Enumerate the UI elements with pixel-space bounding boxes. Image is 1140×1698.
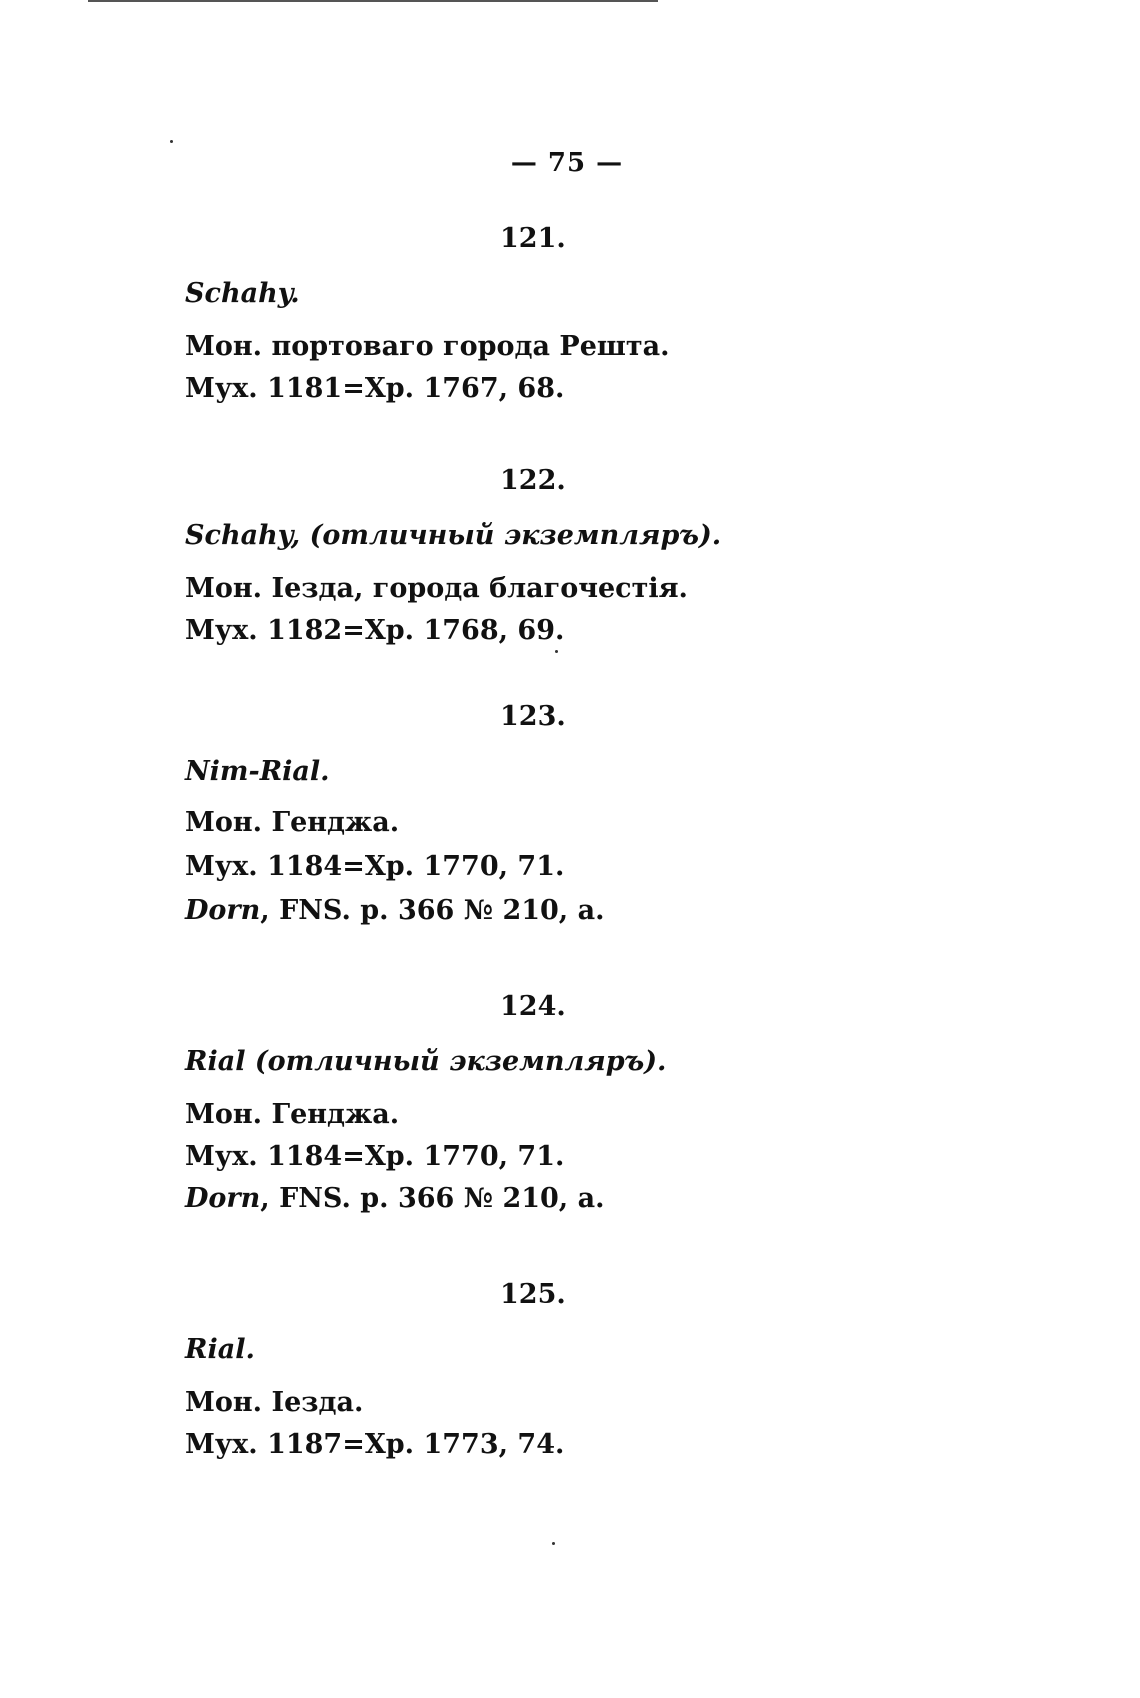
scan-speck <box>170 140 173 143</box>
entry-mint-line: Мон. Генджа. <box>185 1099 400 1130</box>
entry-date-line: Мух. 1187=Хр. 1773, 74. <box>185 1429 565 1460</box>
entry-date-line: Мух. 1182=Хр. 1768, 69. <box>185 615 565 646</box>
entry-title: Nim-Rial. <box>185 756 330 787</box>
reference-detail: , FNS. p. 366 № 210, a. <box>260 1183 605 1214</box>
top-scan-rule <box>88 0 658 2</box>
entry-title: Schahy. <box>185 278 300 309</box>
entry-number: 121. <box>500 223 566 254</box>
page-number-text: — 75 — <box>510 148 624 178</box>
entry-title: Schahy, (отличный экземпляръ). <box>185 520 722 551</box>
entry-mint-line: Мон. Iезда, города благочестiя. <box>185 573 688 604</box>
scan-speck <box>552 1542 555 1545</box>
entry-date-line: Мух. 1181=Хр. 1767, 68. <box>185 373 565 404</box>
entry-number: 125. <box>500 1279 566 1310</box>
reference-author: Dorn <box>185 895 261 926</box>
reference-detail: , FNS. p. 366 № 210, a. <box>260 895 605 926</box>
page-number <box>0 148 1140 178</box>
scan-speck <box>555 650 558 653</box>
entry-title: Rial (отличный экземпляръ). <box>185 1046 667 1077</box>
entry-reference-line <box>185 894 605 928</box>
entry-number: 124. <box>500 991 566 1022</box>
catalog-entry <box>185 464 722 646</box>
catalog-entry <box>185 222 670 404</box>
catalog-entry <box>185 1278 566 1460</box>
entry-number: 123. <box>500 701 566 732</box>
entry-mint-line: Мон. Генджа. <box>185 807 400 838</box>
reference-author: Dorn <box>185 1183 261 1214</box>
entry-number: 122. <box>500 465 566 496</box>
catalog-entry <box>185 700 605 926</box>
entry-title: Rial. <box>185 1334 255 1365</box>
entry-date-line: Мух. 1184=Хр. 1770, 71. <box>185 851 565 882</box>
catalog-entry <box>185 990 667 1214</box>
entry-date-line: Мух. 1184=Хр. 1770, 71. <box>185 1141 565 1172</box>
entry-mint-line: Мон. портоваго города Решта. <box>185 331 670 362</box>
entry-mint-line: Мон. Iезда. <box>185 1387 364 1418</box>
entry-reference-line <box>185 1182 605 1216</box>
